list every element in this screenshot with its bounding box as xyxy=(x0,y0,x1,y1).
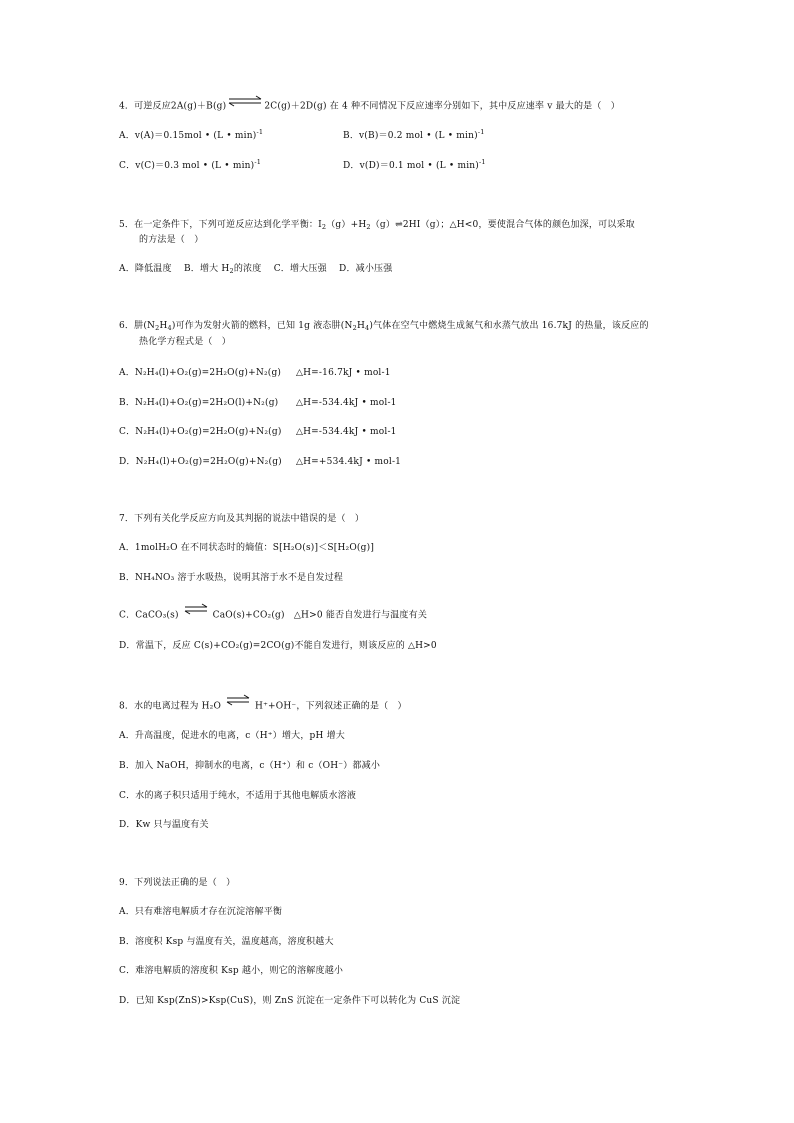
q8-stem: 8．水的电离过程为 H₂O H⁺+OH⁻，下列叙述正确的是（ ） xyxy=(119,700,407,713)
q9-option-d: D．已知 Ksp(ZnS)>Ksp(CuS)，则 ZnS 沉淀在一定条件下可以转化为 CuS 沉淀 xyxy=(119,996,461,1006)
q7-option-b: B．NH₄NO₃ 溶于水吸热，说明其溶于水不是自发过程 xyxy=(119,573,344,583)
q4-option-a: A．v(A)＝0.15mol • (L • min)$^{-1}$ xyxy=(119,128,264,141)
q9-option-a: A．只有难溶电解质才存在沉淀溶解平衡 xyxy=(119,907,283,917)
q6-option-d-enthalpy: △H=+534.4kJ • mol-1 xyxy=(296,457,402,467)
q7-option-a: A．1molH₂O 在不同状态时的熵值：S[H₂O(s)]＜S[H₂O(g)] xyxy=(119,543,375,553)
q4-stem xyxy=(119,100,620,113)
equilibrium-arrow-icon xyxy=(183,603,209,615)
q9-option-c: C．难溶电解质的溶度积 Ksp 越小，则它的溶解度越小 xyxy=(119,966,344,976)
q5-options: A．降低温度 B．增大 $H_2$的浓度 C．增大压强 D．减小压强 xyxy=(119,264,393,275)
q7-option-c: C．CaCO₃(s) CaO(s)+CO₂(g) △H>0 能否自发进行与温度有关 xyxy=(119,609,427,622)
q6-option-a: A．N₂H₄(l)+O₂(g)=2H₂O(g)+N₂(g) xyxy=(119,368,282,378)
q6-stem: 6．肼$(N_2H_4)$可作为发射火箭的燃料，已知 1g 液态肼$(N_2H_4)$气体在空气中燃烧生成氮气和水蒸气放出 16.7kJ 的热量，该反应的 xyxy=(119,321,649,332)
q9-stem: 9．下列说法正确的是（ ） xyxy=(119,878,236,888)
q4-stem-part2: 2C(g)＋2D(g) 在 4 种不同情况下反应速率分别如下，其中反应速率 v 最大的是（ ） xyxy=(264,101,620,112)
q7-option-d: D．常温下，反应 C(s)+CO₂(g)=2CO(g)不能自发进行，则该反应的 △H>0 xyxy=(119,641,437,651)
q8-option-c: C．水的离子积只适用于纯水，不适用于其他电解质水溶液 xyxy=(119,791,357,801)
equilibrium-arrow-icon xyxy=(225,694,251,706)
q6-option-b-enthalpy: △H=-534.4kJ • mol-1 xyxy=(296,398,397,408)
q4-option-b: B．v(B)＝0.2 mol • (L • min)$^{-1}$ xyxy=(343,128,485,141)
q6-option-d: D．N₂H₄(l)+O₂(g)=2H₂O(g)+N₂(g) xyxy=(119,457,282,467)
q6-option-a-enthalpy: △H=-16.7kJ • mol-1 xyxy=(296,368,391,378)
q6-option-c: C．N₂H₄(l)+O₂(g)=2H₂O(g)+N₂(g) xyxy=(119,427,282,437)
q7-stem: 7．下列有关化学反应方向及其判据的说法中错误的是（ ） xyxy=(119,514,365,524)
q5-stem: 5．在一定条件下，下列可逆反应达到化学平衡：$I_2(g)+H_2(g)\rightleftharpoons 2HI(g)$；△H<0，要使混合气体的颜色加深，可以采取 xyxy=(119,220,635,231)
q4-stem-part1: 4．可逆反应2A(g)＋B(g) xyxy=(119,101,227,112)
q4-option-d: D．v(D)＝0.1 mol • (L • min)$^{-1}$ xyxy=(343,158,486,171)
q8-option-a: A．升高温度，促进水的电离，c（H⁺）增大，pH 增大 xyxy=(119,731,346,741)
q6-option-b: B．N₂H₄(l)+O₂(g)=2H₂O(l)+N₂(g) xyxy=(119,398,279,408)
q6-option-c-enthalpy: △H=-534.4kJ • mol-1 xyxy=(296,427,397,437)
q9-option-b: B．溶度积 Ksp 与温度有关，温度越高，溶度积越大 xyxy=(119,937,334,947)
q8-option-d: D．Kw 只与温度有关 xyxy=(119,820,209,830)
q6-stem-cont: 热化学方程式是（ ） xyxy=(139,337,232,347)
equilibrium-arrow-icon xyxy=(227,95,263,107)
q8-option-b: B．加入 NaOH，抑制水的电离，c（H⁺）和 c（OH⁻）都减小 xyxy=(119,761,381,771)
q4-option-c: C．v(C)＝0.3 mol • (L • min)$^{-1}$ xyxy=(119,158,262,171)
q5-stem-cont: 的方法是（ ） xyxy=(139,235,204,245)
